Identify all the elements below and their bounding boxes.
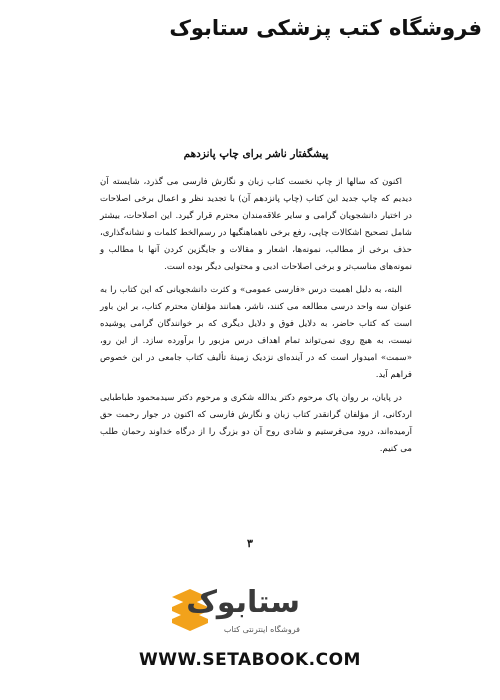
section-heading: پیشگفتار ناشر برای چاپ پانزدهم <box>183 148 329 160</box>
setabook-logo <box>60 585 440 645</box>
paragraph-1: اکنون که سالها از چاپ نخست کتاب زبان و نگارش فارسی می گذرد، شایسته آن دیدیم که چاپ جدید این کتاب (چاپ پانزدهم آن) با تجدید نظر و اعمال برخی اصلاحات در اختیار دانشجویان گرامی و سایر علاقه‌مندان محترم قرار گیرد. این اصلاحات، بیشتر شامل تصحیح اشکالات چاپی، رفع برخی ناهماهنگیها در رسم‌الخط کلمات و نشانه‌گذاری، حذف برخی از مطالب، نمونه‌ها، اشعار و مقالات و جایگزین کردن آنها با مطالب و نمونه‌های مناسب‌تر و برخی اصلاحات ادبی و محتوایی دیگر بوده است. <box>100 177 412 272</box>
store-title: فروشگاه کتب پزشکی ستابوک <box>169 16 482 40</box>
page-number: ۳ <box>247 537 253 550</box>
brand-name: ستابوک <box>186 585 300 620</box>
brand-tagline: فروشگاه اینترنتی کتاب <box>223 625 300 634</box>
paragraph-2: البته، به دلیل اهمیت درس «فارسی عمومی» و کثرت دانشجویانی که این کتاب را به عنوان سه واحد درسی مطالعه می کنند، ناشر، همانند مؤلفان محترم کتاب، بر این باور است که کتاب حاضر، به دلایل فوق و دلایل دیگری که بر خوانندگان گرامی پوشیده نیست، به هیچ روی نمی‌تواند تمام اهداف درس مزبور را برآورده سازد. از این رو، «سمت» امیدوار است که در آینده‌ای نزدیک زمینهٔ تألیف کتاب جامعی در این خصوص فراهم آید. <box>100 285 412 380</box>
document-page <box>100 148 412 458</box>
website-url[interactable]: WWW.SETABOOK.COM <box>139 650 361 670</box>
paragraph-3: در پایان، بر روان پاک مرحوم دکتر یدالله شکری و مرحوم دکتر سید‌محمود طباطبایی اردکانی، از مؤلفان گرانقدر کتاب زبان و نگارش فارسی که اکنون در جوار رحمت حق آرمیده‌اند، درود می‌فرستیم و شادی روح آن دو بزرگ را از درگاه خداوند رحمان طلب می کنیم. <box>100 393 412 454</box>
